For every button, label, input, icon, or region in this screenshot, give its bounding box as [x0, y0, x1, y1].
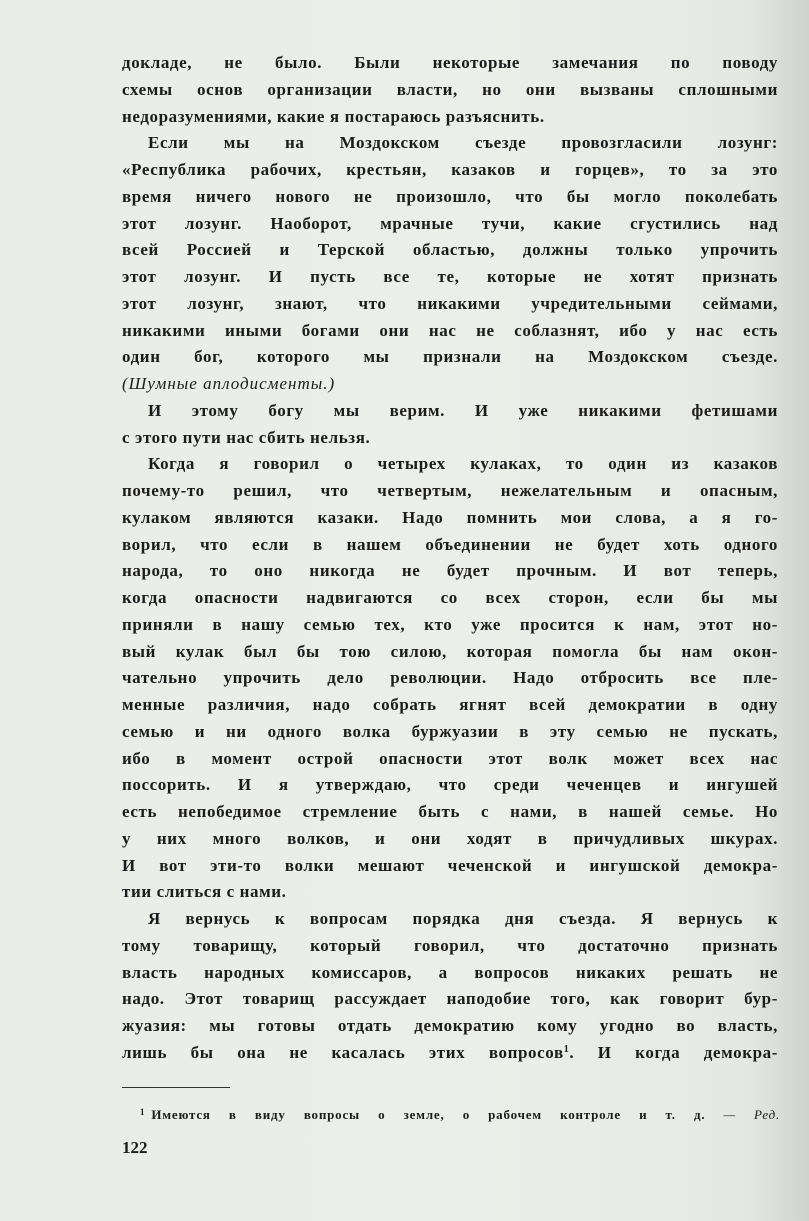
text-line: этот лозунг, знают, что никакими учредительными сеймами, [122, 293, 778, 313]
page-body [122, 50, 778, 1067]
text-line: власть народных комиссаров, а вопросов никаких решать не [122, 962, 778, 982]
text-line: есть непобедимое стремление быть с нами, в нашей семье. Но [122, 802, 778, 821]
text-line: надо. Этот товарищ рассуждает наподобие того, как говорит бур- [122, 989, 778, 1009]
text-line: ибо в момент острой опасности этот волк может всех нас [122, 748, 778, 768]
text-line: народа, то оно никогда не будет прочным. И вот теперь, [122, 561, 778, 581]
footnote-attribution: — Ред. [723, 1107, 780, 1122]
text-line: семью и ни одного волка буржуазии в эту семью не пускать, [122, 721, 778, 741]
text-line: время ничего нового не произошло, что бы могло поколебать [122, 186, 778, 206]
text-line: с этого пути нас сбить нельзя. [122, 427, 371, 447]
footnote-reference: 1 [563, 1043, 570, 1055]
text-line: И этому богу мы верим. И уже никакими фетишами [148, 400, 778, 420]
text-line: этот лозунг. И пусть все те, которые не хотят признать [122, 267, 778, 286]
text-line: почему-то решил, что четвертым, нежелательным и опасным, [122, 481, 778, 500]
text-line: приняли в нашу семью тех, кто уже просится к нам, этот но- [122, 614, 778, 634]
page-number: 122 [122, 1138, 148, 1157]
text-line: у них много волков, и они ходят в причудливых шкурах. [122, 828, 778, 848]
text-line: жуазия: мы готовы отдать демократию кому угодно во власть, [122, 1016, 778, 1035]
text-line: кулаком являются казаки. Надо помнить мои слова, а я го- [122, 507, 778, 527]
text-line: тии слиться с нами. [122, 882, 287, 902]
stage-direction: (Шумные аплодисменты.) [122, 374, 336, 393]
text-line: ворил, что если в нашем объединении не будет хоть одного [122, 534, 778, 554]
text-line: чательно упрочить дело революции. Надо отбросить все пле- [122, 668, 778, 688]
footnote [140, 1107, 780, 1123]
text-line: Я вернусь к вопросам порядка дня съезда. Я вернусь к [148, 909, 778, 928]
text-line: Когда я говорил о четырех кулаках, то один из казаков [148, 454, 778, 474]
text-line: схемы основ организации власти, но они вызваны сплошными [122, 79, 778, 99]
line-text: лишь бы она не касалась этих вопросов [122, 1042, 564, 1062]
text-line: докладе, не было. Были некоторые замечания по поводу [122, 53, 778, 72]
text-line: менные различия, надо собрать ягнят всей демократии в одну [122, 695, 778, 714]
text-line: «Республика рабочих, крестьян, казаков и горцев», то за это [122, 160, 778, 179]
text-line: тому товарищу, который говорил, что достаточно признать [122, 935, 778, 955]
text-line: Если мы на Моздокском съезде провозгласили лозунг: [148, 133, 778, 153]
text-line: вый кулак был бы тою силою, которая помогла бы нам окон- [122, 641, 778, 661]
text-line: всей Россией и Терской областью, должны только упрочить [122, 240, 778, 260]
text-line: И вот эти-то волки мешают чеченской и ингушской демокра- [122, 855, 778, 875]
text-line: поссорить. И я утверждаю, что среди чеченцев и ингушей [122, 775, 778, 795]
footnote-marker: 1 [140, 1107, 146, 1117]
text-line: когда опасности надвигаются со всех сторон, если бы мы [122, 588, 778, 607]
text-line: никакими иными богами они нас не соблазнят, ибо у нас есть [122, 320, 778, 340]
text-line: этот лозунг. Наоборот, мрачные тучи, какие сгустились над [122, 213, 778, 233]
footnote-text: Имеются в виду вопросы о земле, о рабочем контроле и т. д. [151, 1107, 706, 1122]
footnote-divider [122, 1087, 230, 1088]
text-line: один бог, которого мы признали на Моздокском съезде. [122, 347, 778, 367]
line-text: . И когда демокра- [569, 1042, 778, 1062]
text-line: недоразумениями, какие я постараюсь разъяснить. [122, 106, 545, 126]
text-line [122, 1040, 778, 1067]
